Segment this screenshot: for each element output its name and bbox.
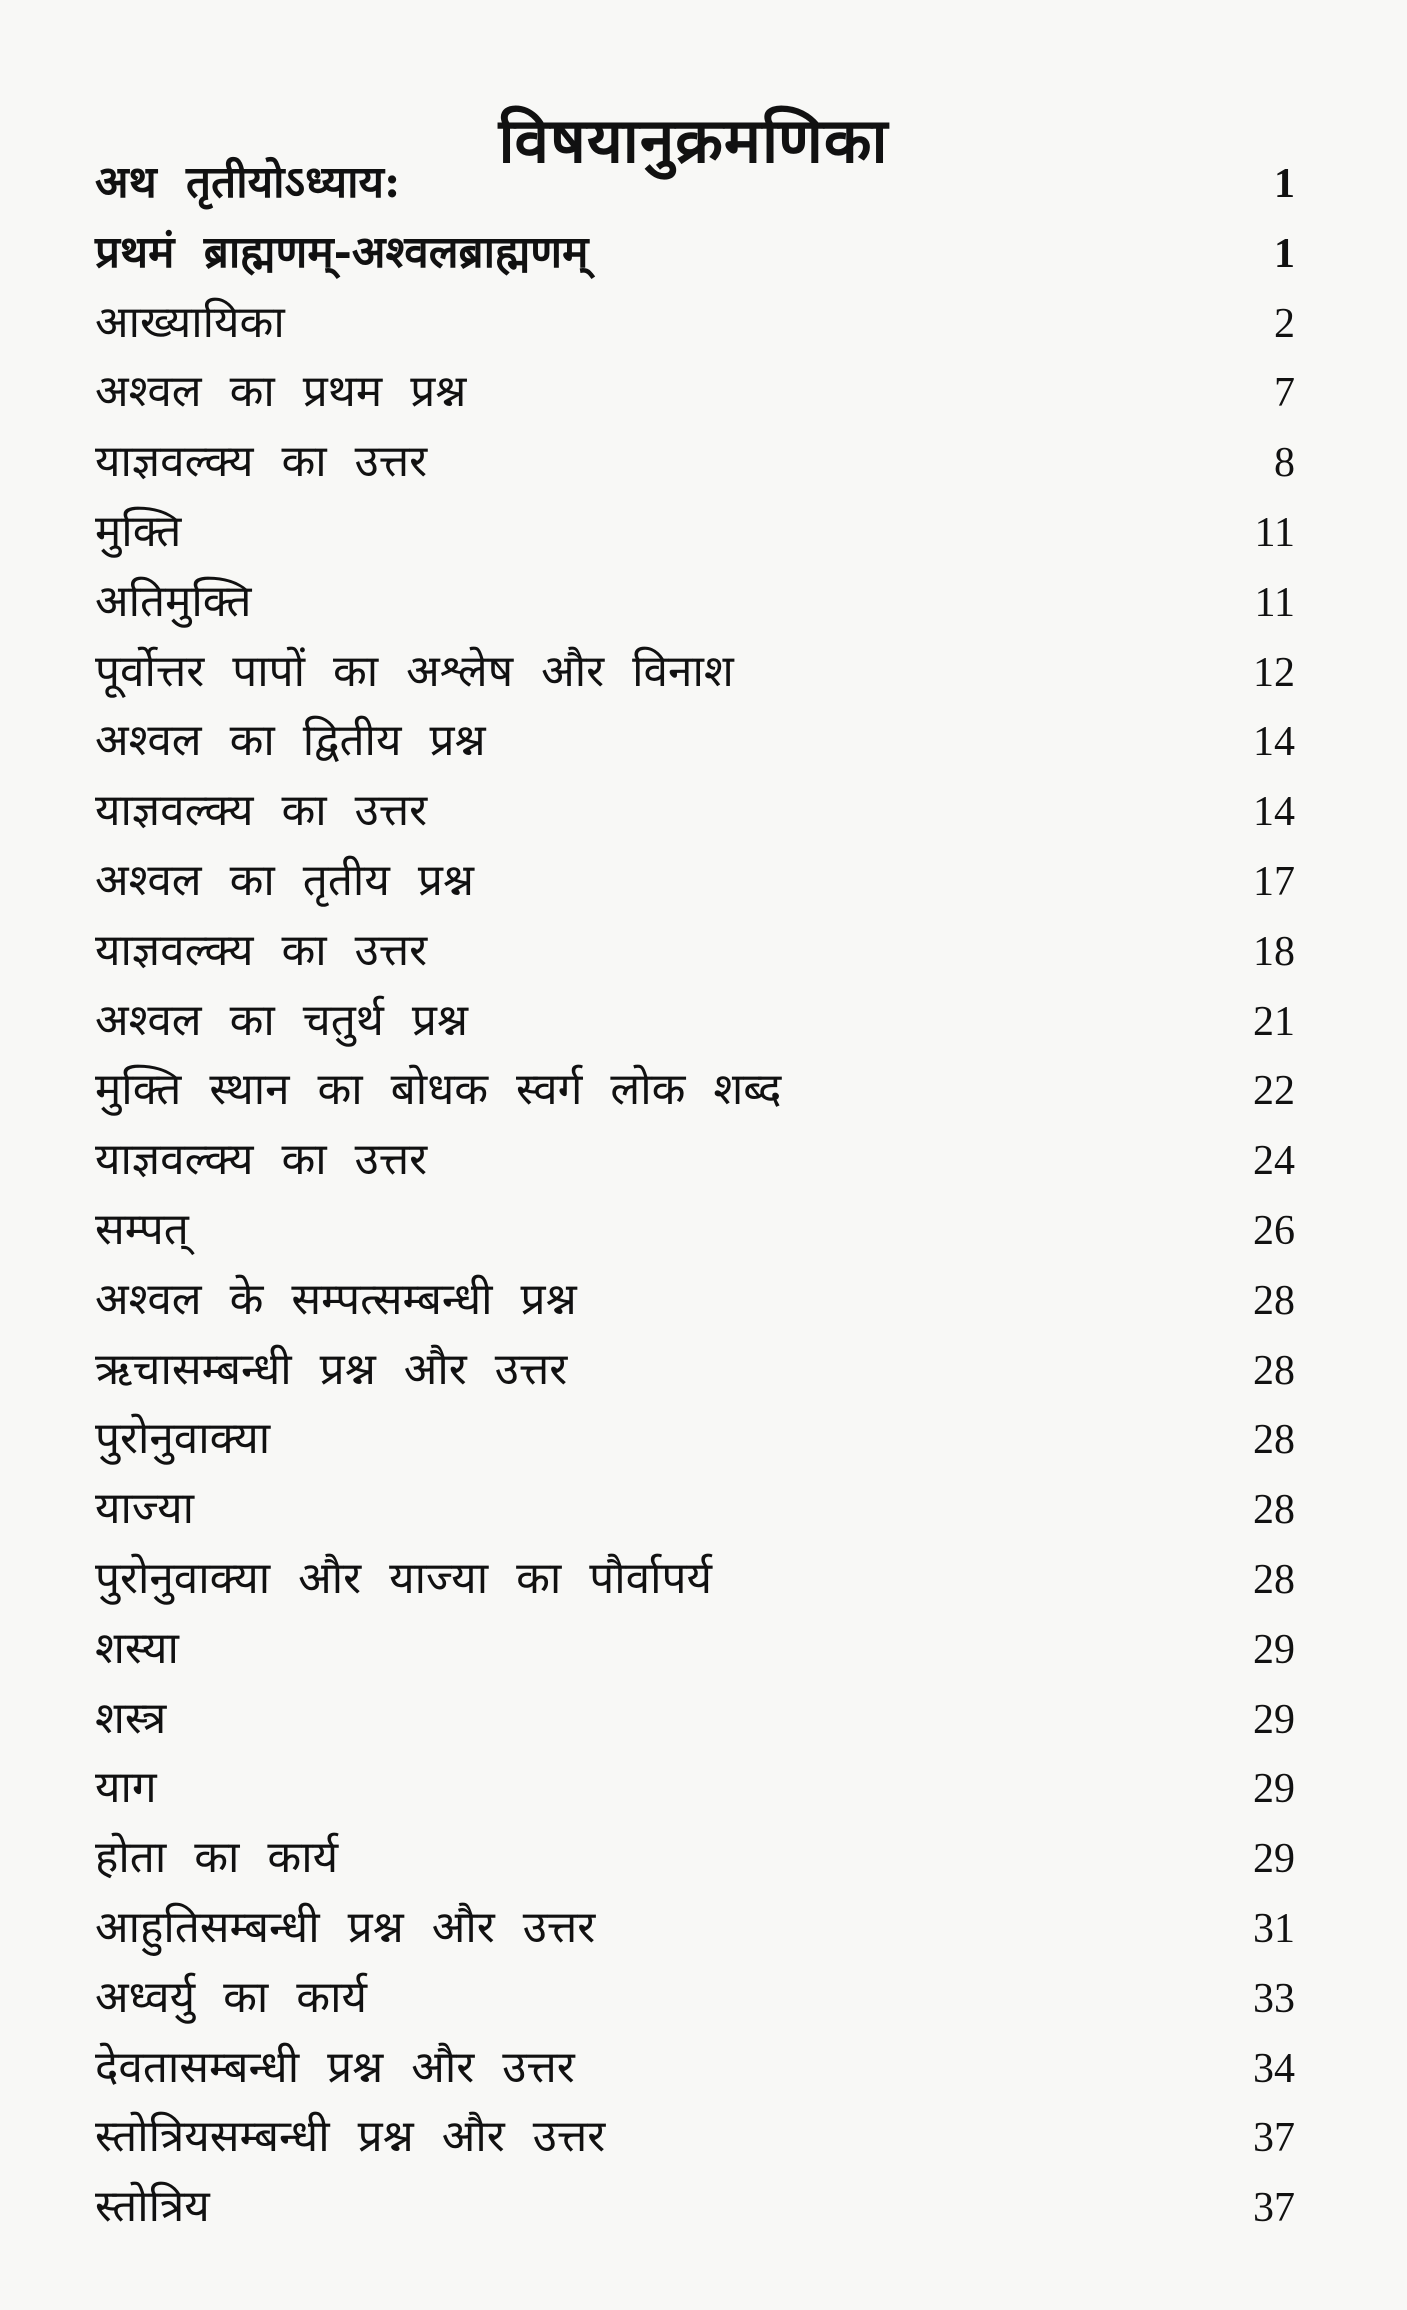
toc-row[interactable]	[95, 1825, 1295, 1895]
toc-entry-title: याज्ञवल्क्य का उत्तर	[95, 785, 428, 837]
toc-entry-title: शस्त्र	[95, 1692, 167, 1744]
toc-row[interactable]	[95, 2035, 1295, 2105]
toc-entry-title: पुरोनुवाक्या और याज्या का पौर्वापर्य	[95, 1552, 713, 1604]
toc-entry-title: देवतासम्बन्धी प्रश्न और उत्तर	[95, 2041, 575, 2093]
toc-entry-page: 11	[1254, 509, 1295, 556]
toc-entry-page: 24	[1253, 1138, 1295, 1185]
toc-entry-page: 14	[1253, 719, 1295, 766]
toc-entry-title: अध्वर्यु का कार्य	[95, 1971, 368, 2023]
toc-entry-page: 12	[1253, 649, 1295, 696]
toc-entry-title: पुरोनुवाक्या	[95, 1413, 271, 1465]
toc-row[interactable]	[95, 1755, 1295, 1825]
toc-entry-title: पूर्वोत्तर पापों का अश्लेष और विनाश	[95, 645, 734, 697]
toc-entry-title: शस्या	[95, 1622, 179, 1674]
toc-entry-title: याज्या	[95, 1483, 194, 1535]
toc-entry-page: 29	[1253, 1766, 1295, 1813]
toc-entry-title: अश्वल का प्रथम प्रश्न	[95, 366, 467, 418]
toc-entry-page: 28	[1253, 1556, 1295, 1603]
toc-entry-page: 37	[1253, 2115, 1295, 2162]
toc-entry-page: 29	[1253, 1836, 1295, 1883]
toc-row[interactable]	[95, 1057, 1295, 1127]
toc-entry-page: 14	[1253, 789, 1295, 836]
table-of-contents	[95, 150, 1295, 2244]
toc-row[interactable]	[95, 1267, 1295, 1337]
toc-row[interactable]	[95, 848, 1295, 918]
toc-entry-title: स्तोत्रिय	[95, 2181, 210, 2233]
toc-row[interactable]	[95, 1616, 1295, 1686]
toc-entry-title: याग	[95, 1762, 157, 1814]
toc-entry-page: 21	[1253, 998, 1295, 1045]
toc-entry-page: 28	[1253, 1277, 1295, 1324]
toc-entry-title: आख्यायिका	[95, 296, 285, 348]
toc-entry-title: होता का कार्य	[95, 1832, 339, 1884]
toc-row[interactable]	[95, 2104, 1295, 2174]
toc-row[interactable]	[95, 220, 1295, 290]
toc-entry-page: 22	[1253, 1068, 1295, 1115]
toc-entry-title: अतिमुक्ति	[95, 575, 252, 627]
page-title-text: विषयानुक्रमणिका	[498, 103, 889, 177]
toc-entry-title: प्रथमं ब्राह्मणम्-अश्वलब्राह्मणम्	[95, 226, 589, 278]
toc-entry-page: 1	[1274, 230, 1295, 277]
toc-row[interactable]	[95, 2174, 1295, 2244]
toc-entry-page: 31	[1253, 1905, 1295, 1952]
toc-row[interactable]	[95, 988, 1295, 1058]
toc-row[interactable]	[95, 1127, 1295, 1197]
toc-entry-page: 28	[1253, 1487, 1295, 1534]
toc-entry-page: 29	[1253, 1626, 1295, 1673]
toc-row[interactable]	[95, 1337, 1295, 1407]
toc-entry-page: 7	[1274, 370, 1295, 417]
toc-entry-page: 34	[1253, 2045, 1295, 2092]
toc-entry-title: ऋचासम्बन्धी प्रश्न और उत्तर	[95, 1343, 568, 1395]
toc-row[interactable]	[95, 1895, 1295, 1965]
toc-entry-page: 2	[1274, 300, 1295, 347]
toc-entry-title: अश्वल का तृतीय प्रश्न	[95, 854, 474, 906]
toc-entry-title: याज्ञवल्क्य का उत्तर	[95, 1134, 428, 1186]
toc-row[interactable]	[95, 1406, 1295, 1476]
toc-entry-title: स्तोत्रियसम्बन्धी प्रश्न और उत्तर	[95, 2111, 606, 2163]
toc-row[interactable]	[95, 290, 1295, 360]
toc-row[interactable]	[95, 1965, 1295, 2035]
toc-row[interactable]	[95, 1546, 1295, 1616]
toc-entry-title: सम्पत्	[95, 1203, 189, 1255]
toc-entry-page: 1	[1274, 161, 1295, 207]
toc-entry-page: 28	[1253, 1417, 1295, 1464]
toc-entry-title: अश्वल का चतुर्थ प्रश्न	[95, 994, 469, 1046]
toc-entry-page: 28	[1253, 1347, 1295, 1394]
toc-entry-title: मुक्ति	[95, 505, 182, 557]
toc-entry-title: आहुतिसम्बन्धी प्रश्न और उत्तर	[95, 1901, 596, 1953]
toc-entry-title: अश्वल के सम्पत्सम्बन्धी प्रश्न	[95, 1273, 577, 1325]
toc-row[interactable]	[95, 918, 1295, 988]
toc-row[interactable]	[95, 1476, 1295, 1546]
toc-entry-title: मुक्ति स्थान का बोधक स्वर्ग लोक शब्द	[95, 1064, 782, 1116]
toc-entry-title: अथ तृतीयोऽध्याय:	[95, 157, 401, 208]
toc-entry-page: 26	[1253, 1207, 1295, 1254]
toc-entry-title: याज्ञवल्क्य का उत्तर	[95, 924, 428, 976]
toc-row[interactable]	[95, 150, 1295, 220]
toc-row[interactable]	[95, 1197, 1295, 1267]
toc-entry-title: याज्ञवल्क्य का उत्तर	[95, 436, 428, 488]
toc-entry-title: अश्वल का द्वितीय प्रश्न	[95, 715, 486, 767]
toc-row[interactable]	[95, 778, 1295, 848]
toc-row[interactable]	[95, 429, 1295, 499]
toc-entry-page: 29	[1253, 1696, 1295, 1743]
toc-row[interactable]	[95, 639, 1295, 709]
toc-row[interactable]	[95, 1686, 1295, 1756]
toc-row[interactable]	[95, 569, 1295, 639]
toc-entry-page: 37	[1253, 2185, 1295, 2232]
toc-row[interactable]	[95, 708, 1295, 778]
toc-entry-page: 8	[1274, 440, 1295, 487]
toc-entry-page: 11	[1254, 579, 1295, 626]
toc-row[interactable]	[95, 499, 1295, 569]
toc-entry-page: 33	[1253, 1975, 1295, 2022]
toc-entry-page: 17	[1253, 858, 1295, 905]
toc-row[interactable]	[95, 359, 1295, 429]
toc-entry-page: 18	[1253, 928, 1295, 975]
